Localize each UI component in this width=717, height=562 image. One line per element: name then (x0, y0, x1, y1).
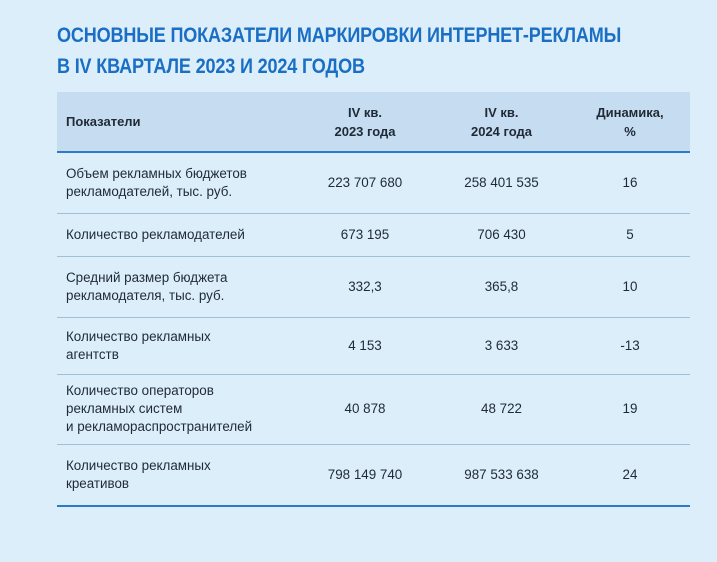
value-q4-2023: 673 195 (340, 226, 390, 242)
page-title-line-2: В IV КВАРТАЛЕ 2023 И 2024 ГОДОВ (57, 55, 365, 78)
row-label: Объем рекламных бюджетов рекламодателей, тыс. руб. (66, 165, 247, 199)
header-indicator: Показатели (66, 114, 141, 129)
value-q4-2023: 332,3 (348, 278, 382, 294)
table-header-row (57, 92, 690, 152)
value-dynamics: 16 (622, 174, 638, 190)
value-q4-2024: 48 722 (481, 401, 522, 416)
value-q4-2023: 223 707 680 (327, 174, 403, 190)
value-dynamics: 24 (622, 466, 638, 482)
value-dynamics: 5 (626, 226, 634, 242)
row-label: Средний размер бюджета рекламодателя, тыс. руб. (66, 269, 228, 303)
value-q4-2024: 706 430 (477, 226, 526, 242)
value-q4-2024: 3 633 (484, 337, 519, 353)
value-dynamics: 19 (622, 401, 638, 416)
table-row (57, 317, 690, 374)
table-row (57, 444, 690, 506)
indicators-table (57, 92, 690, 507)
row-label: Количество рекламных креативов (66, 457, 211, 491)
header-dynamics: Динамика, % (596, 104, 664, 139)
header-q4-2024: IV кв. 2024 года (470, 104, 533, 139)
value-q4-2023: 798 149 740 (327, 466, 403, 482)
value-dynamics: 10 (622, 278, 638, 294)
row-label: Количество рекламодателей (66, 226, 245, 242)
header-q4-2023: IV кв. 2023 года (334, 104, 396, 139)
row-label: Количество рекламных агентств (66, 328, 211, 362)
table-row (57, 213, 690, 256)
row-label: Количество операторов рекламных систем и рекламораспространителей (66, 383, 253, 434)
value-q4-2024: 258 401 535 (464, 174, 539, 190)
value-dynamics: -13 (620, 337, 640, 353)
page-title-line-1: ОСНОВНЫЕ ПОКАЗАТЕЛИ МАРКИРОВКИ ИНТЕРНЕТ-РЕКЛАМЫ (57, 24, 622, 47)
value-q4-2023: 4 153 (348, 337, 382, 353)
value-q4-2024: 365,8 (484, 278, 519, 294)
table-row (57, 152, 690, 213)
page-title (57, 20, 622, 82)
value-q4-2023: 40 878 (344, 401, 386, 416)
value-q4-2024: 987 533 638 (464, 466, 539, 482)
table-row (57, 256, 690, 317)
table-row (57, 374, 690, 444)
